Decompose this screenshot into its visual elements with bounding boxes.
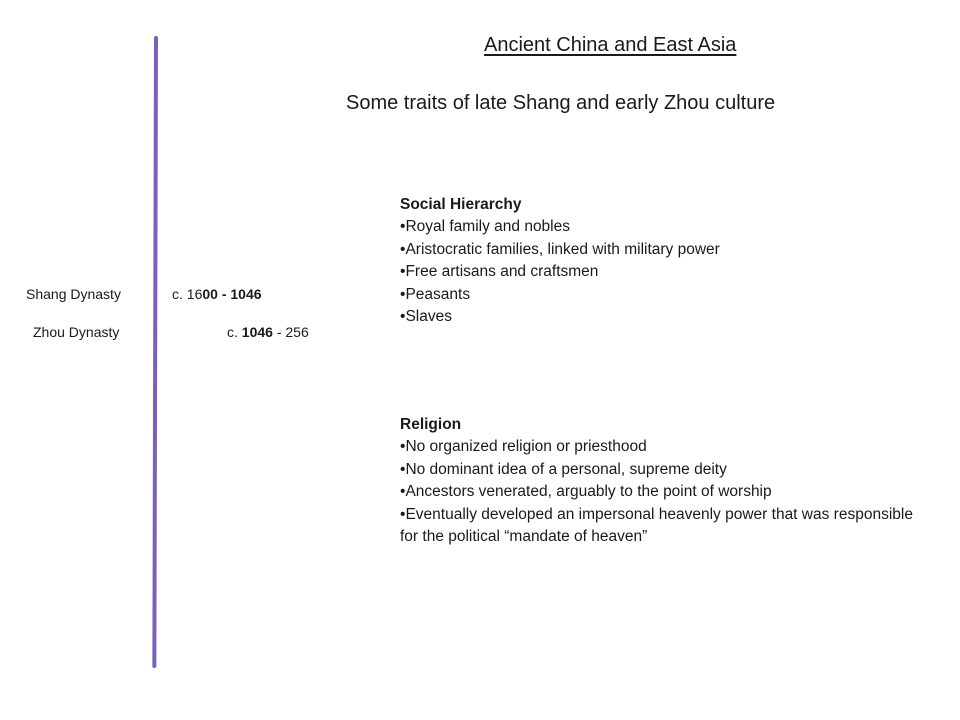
list-item: • No organized religion or priesthood [400,436,920,458]
shang-dynasty-dates [172,286,262,302]
slide-subtitle: Some traits of late Shang and early Zhou culture [346,92,776,114]
list-item: • Aristocratic families, linked with military power [400,239,920,261]
zhou-dates-prefix: c. [227,324,242,340]
social-hierarchy-section [400,194,920,328]
slide-title: Ancient China and East Asia [484,34,737,56]
list-item: • No dominant idea of a personal, supreme deity [400,459,920,481]
list-item: • Free artisans and craftsmen [400,261,920,283]
shang-dates-prefix: c. 16 [172,286,203,302]
religion-list [400,436,920,548]
list-item: • Eventually developed an impersonal heavenly power that was responsible for the political “mandate of heaven” [400,504,920,549]
list-item: • Royal family and nobles [400,216,920,238]
social-hierarchy-heading: Social Hierarchy [400,196,522,213]
shang-dates-bold: 00 - 1046 [202,286,262,302]
zhou-dates-bold: 1046 [241,324,273,340]
list-item: • Peasants [400,284,920,306]
list-item: • Ancestors venerated, arguably to the point of worship [400,481,920,503]
timeline-line [152,36,158,668]
zhou-dates-suffix: - 256 [272,324,309,340]
social-hierarchy-list [400,216,920,328]
religion-heading: Religion [400,416,462,433]
zhou-dynasty-label: Zhou Dynasty [33,324,120,340]
religion-section [400,414,920,548]
list-item: • Slaves [400,306,920,328]
shang-dynasty-label: Shang Dynasty [26,286,121,302]
zhou-dynasty-dates [227,324,309,340]
